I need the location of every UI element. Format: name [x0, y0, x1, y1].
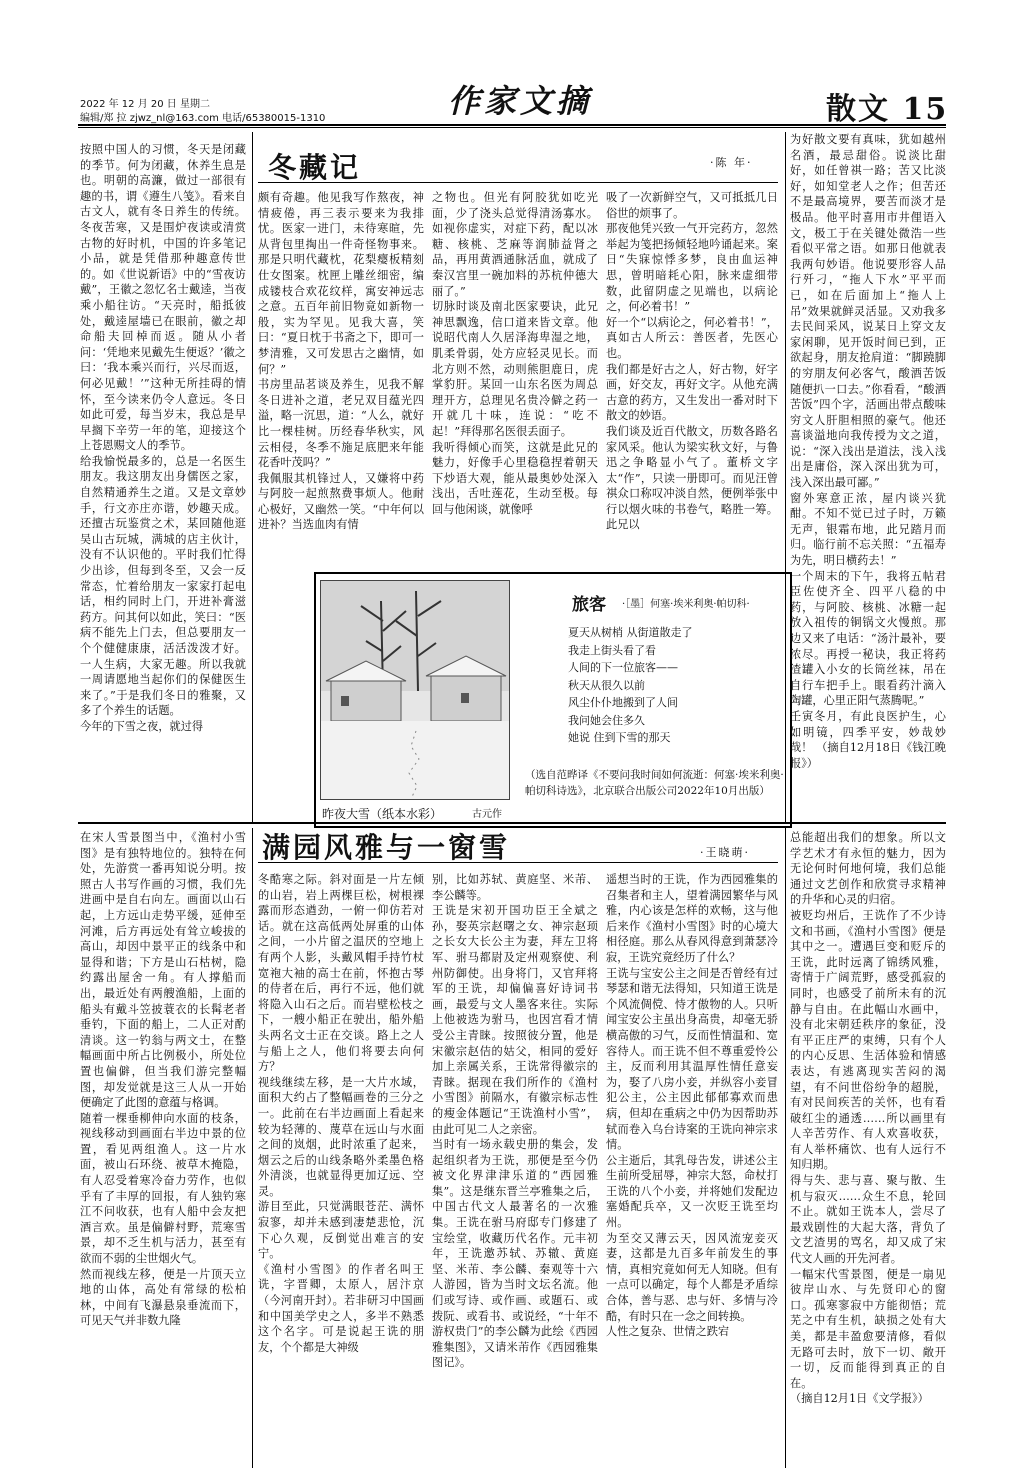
- article-divider: [78, 822, 946, 824]
- poem-line: 我问她会住多久: [568, 713, 645, 727]
- article2-column-a: 冬酷寒之际。斜对面是一片左倾的山岩，岩上两棵巨松，树根裸露而形态遒劲，一俯一仰仿若对话。就在这高低两处屏重的山体之间，一小片留之温厌的空地上有两个人影，头戴风帽手持竹杖宽袍大袖的高士在前，怀抱古琴的侍者在后，再行不远，他们就将隐入山石之后。而岩壁松枝之下，一艘小船正在驶出，船外船头两名文士正在交谈。路上之人与船上之人，他们将要去向何方？ 视线继续左移，是一大片水域，面积大约占了整幅画卷的三分之一。此前在右半边画面上看起来较为轻薄的、蔑草在远山与水面之间的岚烟，此时浓重了起来，烟云之后的山线条略外柔墨色格外清淡，也就显得更加辽远、空灵。 游目至此，只觉满眼苍茫、满怀寂寥，却并未感到凄楚悲怆，沉下心久观，反倒觉出难言的安宁。 《渔村小雪图》的作者名叫王诜，字晋卿，太原人，居汴京（今河南开封）。若非研习中国画和中国美学史之人，多半不熟悉这个名字。可是说起王诜的朋友，个个都是大神级: [258, 873, 424, 1354]
- poem-line: 人间的下一位旅客——: [568, 661, 678, 674]
- newspaper-masthead: 作家文摘: [447, 82, 592, 120]
- poem-line: 她说 住到下雪的那天: [568, 731, 671, 744]
- article-author-winter: ·陈 年·: [710, 156, 753, 169]
- snow-painting: [320, 580, 510, 800]
- article1-column-a: 颇有奇趣。他见我写作熬夜，神情疲倦，再三表示要来为我排忧。医家一进门，未待寒暄，先从背包里掏出一件奇怪物事来。那是只明代藏枕，花梨瘿板精刻仕女图案。枕匣上雕丝细密，编成镂枝合欢花纹样，寓安神远志之意。五百年前旧物竟如新物一般，实为罕见。见我大喜，笑曰：“夏日枕于书斋之下，即可一梦清雅，又可发思古之幽情，如何？” 书房里品茗谈及养生，见我不解冬日进补之道，老兄双目蕴光四溢，略一沉思，道：“人么，就好比一棵桂树。历经春华秋实，风云相侵，冬季不施足底肥来年能花香叶茂吗？” 我佩服其机锋过人，又嫌将中药与阿胶一起煎熬费事烦人。他耐心极好，又幽然一笑。“中年何以进补？当选血肉有情: [258, 191, 424, 532]
- page-section-number: 散文 15: [826, 92, 949, 127]
- poem-line: 秋天从很久以前: [568, 678, 645, 692]
- header-rule-thin: [78, 127, 946, 128]
- snow-village-illustration: [321, 581, 510, 800]
- article1-column-c: 吸了一次新鲜空气，又可抵抵几日俗世的烦事了。 那夜他凭兴致一气开完药方，忽然举起为笺把扬倾轻地吟诵起来。案日“失寐惊悸多梦，良由血运神思，曾明暗耗心阳，脉来虚细带数，此留阴虚之见端也，以病论之，何必着书！” 好一个“以病论之，何必着书！”，真如古人所云：善医者，先医心也。 我们都是好古之人，好古物，好字画，好交友，再好文字。从他充满古意的药方，又生发出一番对时下散文的妙语。 我们谈及近百代散文，历数各路名家风采。他认为梁实秋文好，与鲁迅之争略显小气了。董桥文字太“作”，只读一册即可。而见汪曾祺众口称叹冲淡自然，便例举张中行以烟火味的书卷气，略胜一筹。此兄以: [606, 191, 778, 532]
- article2-column-left: 在宋人雪景图当中，《渔村小雪图》是有独特地位的。独特在何处，先游赏一番再知说分明。按照古人书写作画的习惯，我们先进画中是自右向左。画面以山石起，上方远山走势平缓，延伸至河滩，后方再远处有耸立峻拔的高山，却因中景平正的线条中和显得和谐；下方是山石枯树，隐约露出屋舍一角。有人撑船而出，最近处有两艘渔船，上面的船头有戴斗笠披蓑衣的长髯老者垂钓，下面的船上，二人正对酌清谈。这一钓翁与两文士，在整幅画面中所占比例极小，所处位置也偏僻，但当我们游完整幅图，却发觉就是这三人从一开始便确定了此图的意蕴与格调。 随着一棵垂柳伸向水面的枝条，视线移动到画面右半边中景的位置，看见两组渔人。这一片水面，被山石环绕、被草木掩隐，有人忍受着寒冷奋力劳作，也似乎有了丰厚的回报，有人独钓寒江不问收获，也有人船中会友把酒言欢。虽是偏僻村野，荒寒雪景，却不乏生机与活力，甚至有欲而不弱的尘世烟火气。 然而视线左移，便是一片顶天立地的山体，高处有常绿的松柏林，中间有飞瀑悬泉垂流而下，可见天气并非数九隆: [80, 831, 246, 1328]
- poem-line: 风尘仆仆地搬到了人间: [568, 696, 678, 709]
- poem-body: [568, 624, 788, 747]
- article2-column-right: 总能超出我们的想象。所以文学艺术才有永恒的魅力，因为无论何时何地何境，我们总能通过文艺创作和欣赏寻求精神的升华和心灵的归宿。 被贬均州后，王诜作了不少诗文和书画，《渔村小雪图》便是其中之一。遭遇巨变和贬斥的王诜，此时远离了锦绣风雅，寄情于广阔荒野，感受孤寂的同时，也感受了前所未有的沉静与自由。在此幅山水画中，没有北宋朝廷秩序的象征，没有平正庄严的束缚，只有个人的内心反思、生活体验和情感表达，有逃离现实苦闷的渴望，有不问世俗纷争的超脱，有对民间疾苦的关怀，也有看破红尘的通透……所以画里有人辛苦劳作、有人欢喜收获，有人举杯痛饮、也有人远行不知归期。 得与失、悲与喜、聚与散、生机与寂灭……众生不息，轮回不止。就如王诜本人，尝尽了最戏剧性的大起大落，背负了文艺渣男的骂名，却又成了宋代文人画的开先河者。 一幅宋代雪景图，便是一扇见彼岸山水、与先贤印心的窗口。孤寒寥寂中方能彻悟；荒芜之中有生机，缺损之处有大美，都是丰盈愈要清修，看似无路可去时，放下一切、敞开一切，反而能得到真正的自在。 （摘自12月1日《文学报》）: [790, 831, 946, 1406]
- article-title-winter: 冬藏记: [268, 151, 362, 184]
- column-divider: [252, 132, 253, 822]
- poem-source: （选自范晔译《不要问我时间如何流逝：何塞·埃米利奥·帕切科诗选》，北京联合出版公司2022年10月出版）: [525, 769, 784, 797]
- article-author-garden-snow: ·王晓萌·: [700, 846, 750, 859]
- poem-line: 夏天从树梢 从街道散走了: [568, 626, 693, 639]
- column-divider: [252, 828, 253, 1468]
- editor-contact: 编辑/郑 拉 zjwz_nl@163.com 电话/65380015-1310: [80, 113, 326, 124]
- painting-caption: 昨夜大雪（纸本水彩）: [322, 807, 443, 821]
- poem-byline: ·［墨］何塞·埃米利奥·帕切科·: [622, 599, 750, 610]
- painting-artist: 古元作: [472, 809, 502, 820]
- column-divider: [785, 828, 786, 1468]
- article1-column-left: 按照中国人的习惯，冬天是闭藏的季节。何为闭藏，休养生息是也。明朝的高濂，做过一部很有趣的书，谓《遵生八笺》。看来自古文人，就有冬日养生的传统。冬夜苦寒，又是围炉夜读或清赏古物的好时机，中国的许多笔记小品，就是凭借那种趣意传世的。如《世说新语》中的“雪夜访戴”，王徽之忽忆名士戴逵，当夜乘小船往访。“天亮时，船抵彼处，戴逵屋墙已在眼前，徽之却命船夫回棹而返。随从小者问：‘凭地来见戴先生便返？’徽之曰：‘我本乘兴而行，兴尽而返，何必见戴！’”这种无所挂碍的情怀，至今读来仍令人意远。冬日如此可爱，每当岁末，我总是早早搁下辛劳一年的笔，迎接这个上苍恩赐文人的季节。 给我愉悦最多的，总是一名医生朋友。我这朋友出身儒医之家，自然精通养生之道。又是文章妙手，行文亦庄亦谐，妙趣天成。还擅古玩鉴赏之术，某回随他逛吴山古玩城，满城的店主伙计，没有不认识他的。平时我们忙得少出诊，但每到冬至，又会一反常态，忙着给朋友一家家打起电话，相约同时上门，开进补膏滋药方。问其何以如此，笑曰：“医病不能先上门去，但总要朋友一个个健健康康，活活泼泼才好。一人生病，大家无趣。所以我就一周请愿地当起你们的保健医生来了。”于是我们冬日的雅聚，又多了个养生的话题。 今年的下雪之夜，就过得: [80, 143, 246, 733]
- header-rule: [78, 124, 946, 126]
- article-title-garden-snow: 满园风雅与一窗雪: [262, 831, 511, 864]
- poem-line: 我走上街头看了看: [568, 643, 656, 657]
- article2-column-b: 别，比如苏轼、黄庭坚、米芾、李公麟等。 王诜是宋初开国功臣王全斌之孙，娶英宗赵曙之女、神宗赵顼之长女大长公主为妻，拜左卫将军、驸马都尉及定州观察使、利州防御使。出身将门，又官拜将军的王诜，却偏偏喜好诗词书画，最爱与文人墨客来往。实际上他被选为驸马，也因宫看才情受公主青睐。按照彼分置，他是宋徽宗赵佶的姑父，相同的爱好加上亲属关系，王诜常得徽宗的青睐。据现在我们所作的《渔村小雪图》前隔水，有徽宗标志性的瘦金体题记“王诜渔村小雪”，由此可见二人之亲密。 当时有一场永载史册的集会，发起组织者为王诜，那便是至今仍被文化界津津乐道的“西园雅集”。这是继东晋兰亭雅集之后，中国古代文人最著名的一次雅集。王诜在驸马府邸专门修建了宝绘堂，收藏历代名作。元丰初年，王诜邀苏轼、苏辙、黄庭坚、米芾、李公麟、秦观等十六人游园，皆为当时文坛名流。他们或写诗、或作画、或题石、或拨阮、或看书、或说经，“十年不游权贵门”的李公麟为此绘《西园雅集图》，又请米芾作《西园雅集图记》。: [432, 873, 598, 1370]
- article1-column-right: 为好散文要有真味，犹如越州名酒，最忌甜俗。说淡比甜好，如任曾祺一路；苦又比淡好，如知堂老人之作；但苦还不是最高境界，要苦而淡才是极品。他平时喜用市井俚语入文，极工于在关键处微浩一些看似平常之语。如那日他就表我两句妙语。他说要形容人品行歼刁，“拖人下水”平平而已，如在后面加上“拖人上吊”效果就鲜灵活显。又劝我多去民间采风，说某日上穿文友家闲聊，见开饭时间已到，正欲起身，朋友抢肩道：“脚蹺脚的穷朋友何必客气，酸酒苦饭随便扒一口去。”你看看，“酸酒苦饭”四个字，活画出带点酸味穷文人肝胆相照的豪气。他还喜谈溢地向我传授为文之道，说：“深入浅出是道法，浅入浅出是庸俗，深入深出犹为可，浅入深出最可鄙。” 窗外寒意正浓，屋内谈兴犹酣。不知不觉已过子时，万籁无声，银霜布地，此兄踏月而归。临行前不忘关照：“五福寿为先，明日横药去！” 一个周末的下午，我将五帖君臣佐使齐全、四平八稳的中药，与阿胶、核桃、冰糖一起放入祖传的铜锅文火慢煎。那边又来了电话：“汤汁最补，要浓尽。再授一秘诀，我正将药渣罐入小女的长筒丝袜，吊在自行车把手上。眼看药汁滴入陶罐，心里正阳气蒸腾呢。” 壬寅冬月，有此良医护生，心如明镜，四季平安，妙哉妙哉！ （摘自12月18日《钱江晚报》）: [790, 133, 946, 770]
- poem-title: 旅客: [572, 595, 606, 615]
- article2-column-c: 遥想当时的王诜，作为西园雅集的召集者和主人，望着满园繁华与风雅，内心该是怎样的欢畅，这与他后来作《渔村小雪图》时的心境大相径庭。那么从春风得意到萧瑟冷寂，王诜究竟经历了什么？ 王诜与宝安公主之间是否曾经有过琴瑟和谐无法得知，只知道王诜是个风流倜傥、恃才傲物的人。只听闻宝安公主虽出身高贵，却毫无骄横高傲的习气，反而性情温和、宽容待人。而王诜不但不尊重爱怜公主，反而利用其温厚性情任意妄为，娶了八房小妾，并纵容小妾冒犯公主，公主因此郁郁寡欢而患病，但却在重病之中仍为因帮助苏轼而卷入乌台诗案的王诜向神宗求情。 公主逝后，其乳母告发，讲述公主生前所受屈辱，神宗大怒，命杖打王诜的八个小妾，并将她们发配边塞婚配兵卒，又一次贬王诜至均州。 为至交又薄云天，因风流宠妾灭妻，这都是九百多年前发生的事情，真相究竟如何无人知晓。但有一点可以确定，每个人都是矛盾综合体，善与恶、忠与奸、多情与冷酷，有时只在一念之间转换。 人性之复杂、世情之跌宕: [606, 873, 778, 1339]
- issue-date: 2022 年 12 月 20 日 星期二: [80, 99, 210, 110]
- article1-column-b: 之物也。但光有阿胶犹如吃光面，少了浇头总觉得清汤寡水。如视你虚实，对症下药，配以冰糖、核桃、芝麻等润肺益肾之品，再用黄酒通脉活血，就成了秦汉宫里一碗加料的苏杭仲德大丽了。” 切脉时谈及南北医家要诀，此兄神思飘逸，信口道来皆文章。他说昭代南人久居泽海卑湿之地，肌柔骨弱，处方应轻灵见长。而北方则不然，动则熊胆鹿日，虎掌豹肝。某回一山东名医为周总理开方，总理见名贵冷僻之药一开就几十味，连说：“吃不起！”拜得那名医很丢面子。 我听得倾心而笑，这就是此兄的魅力，好像手心里稳稳捏着朝天下炒语大观，能从最奥妙处深入浅出，舌吐莲花，生动至极。每回与他闲谈，就像呼: [432, 191, 598, 516]
